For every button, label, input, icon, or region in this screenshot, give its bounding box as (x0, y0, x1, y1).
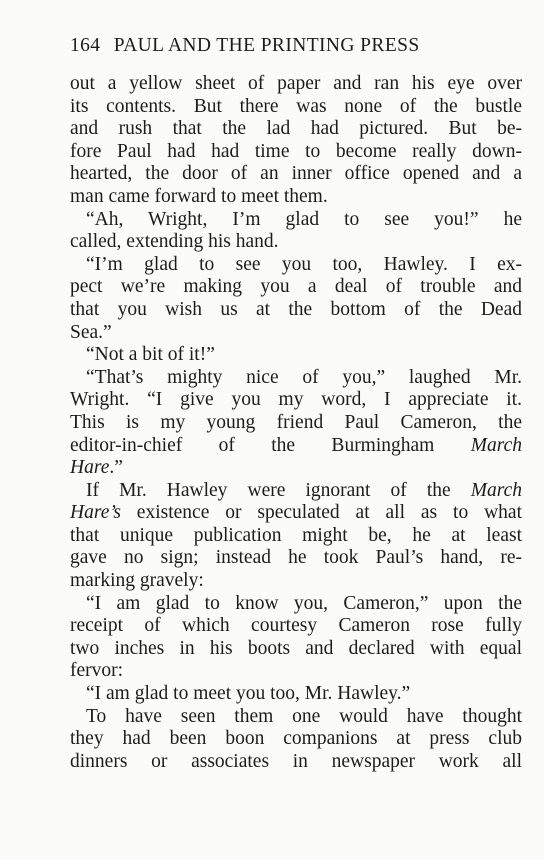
text-line (70, 412, 522, 435)
italic-text: March (470, 434, 522, 456)
text-span: existence or speculated at all as to what (120, 502, 522, 524)
text-line (70, 615, 522, 638)
italic-text: Hare (70, 457, 110, 479)
text-span: “I’m glad to see you too, Hawley. I ex- (86, 253, 522, 275)
text-span: out a yellow sheet of paper and ran his eye over (70, 73, 522, 94)
text-span: marking gravely: (70, 570, 204, 592)
text-line (70, 570, 522, 593)
text-span: fore Paul had had time to become really down- (70, 140, 522, 162)
text-line (70, 276, 522, 299)
text-line (70, 118, 522, 141)
text-span: that unique publication might be, he at least (70, 524, 522, 546)
running-title: PAUL AND THE PRINTING PRESS (113, 35, 420, 56)
text-line (70, 344, 522, 367)
text-line (70, 254, 522, 277)
text-line (70, 231, 522, 254)
text-span: “I am glad to meet you too, Mr. Hawley.” (86, 683, 411, 705)
text-line (70, 660, 522, 683)
text-span: hearted, the door of an inner office opened and a (70, 163, 522, 185)
text-line (70, 73, 522, 96)
running-header (70, 35, 522, 57)
page-number: 164 (70, 35, 101, 56)
text-line (70, 547, 522, 570)
text-span: Wright. “I give you my word, I appreciate it. (70, 389, 522, 411)
text-line (70, 480, 522, 503)
text-span: This is my young friend Paul Cameron, the (70, 411, 522, 433)
text-line (70, 186, 522, 209)
text-line (70, 525, 522, 548)
text-span: they had been boon companions at press club (70, 728, 522, 750)
text-span: To have seen them one would have thought (86, 705, 522, 727)
text-line (70, 706, 522, 729)
text-span: dinners or associates in newspaper work all (70, 750, 522, 772)
text-line (70, 435, 522, 458)
text-line (70, 728, 522, 751)
text-line (70, 141, 522, 164)
text-line (70, 209, 522, 232)
text-span: pect we’re making you a deal of trouble and (70, 276, 522, 298)
text-line (70, 457, 522, 480)
text-span: two inches in his boots and declared with equal (70, 637, 522, 659)
text-span: its contents. But there was none of the bustle (70, 95, 522, 117)
text-line (70, 502, 522, 525)
text-span: that you wish us at the bottom of the Dead (70, 298, 522, 320)
body-text (70, 73, 522, 773)
text-span: receipt of which courtesy Cameron rose fully (70, 615, 522, 637)
text-line (70, 96, 522, 119)
text-line (70, 683, 522, 706)
text-line (70, 638, 522, 661)
text-span: called, extending his hand. (70, 231, 279, 253)
text-line (70, 322, 522, 345)
text-line (70, 593, 522, 616)
italic-text: March (470, 479, 522, 501)
text-span: “I am glad to know you, Cameron,” upon the (86, 592, 522, 614)
text-span: “That’s mighty nice of you,” laughed Mr. (86, 366, 522, 388)
text-span: “Ah, Wright, I’m glad to see you!” he (86, 208, 522, 230)
text-line (70, 367, 522, 390)
text-span: Sea.” (70, 321, 112, 343)
text-span: .” (109, 457, 123, 479)
text-span: and rush that the lad had pictured. But be- (70, 118, 522, 140)
text-span: editor-in-chief of the Burmingham (70, 434, 471, 456)
text-line (70, 751, 522, 774)
text-line (70, 389, 522, 412)
text-span: gave no sign; instead he took Paul’s hand, re- (70, 547, 522, 569)
text-span: “Not a bit of it!” (86, 344, 215, 366)
text-span: fervor: (70, 660, 124, 682)
italic-text: Hare’s (70, 502, 121, 524)
text-span: man came forward to meet them. (70, 185, 328, 207)
text-line (70, 299, 522, 322)
text-line (70, 163, 522, 186)
text-span: If Mr. Hawley were ignorant of the (86, 479, 471, 501)
